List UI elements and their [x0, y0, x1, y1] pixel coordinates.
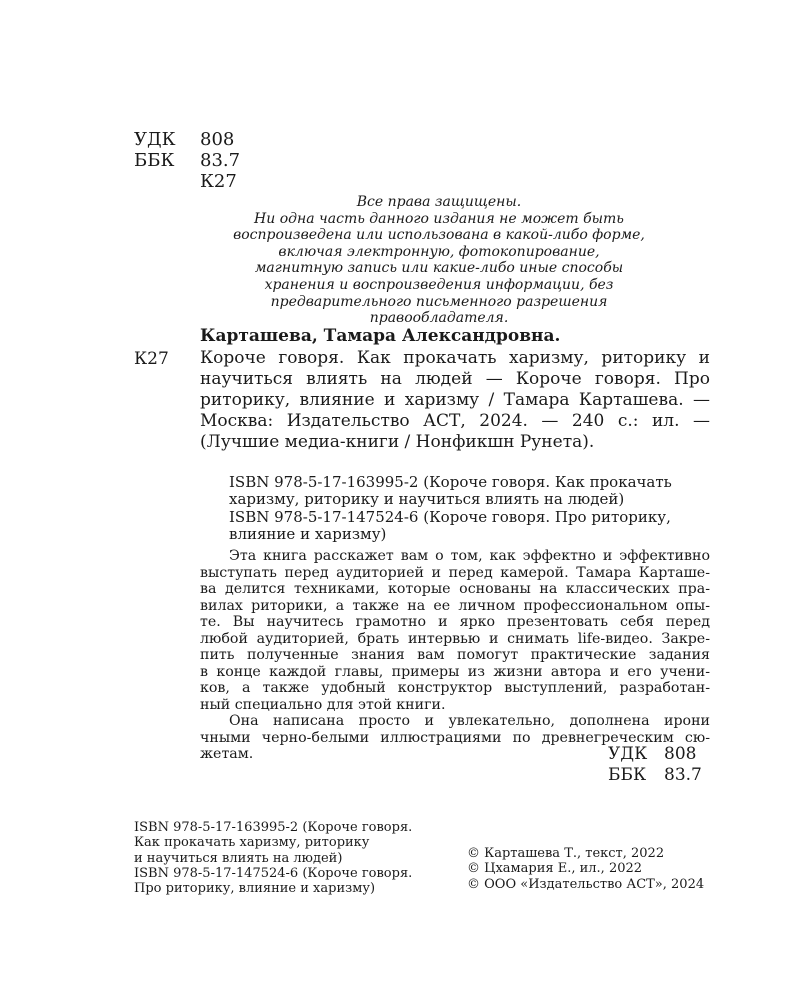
- footer-isbn-line: ISBN 978-5-17-163995-2 (Короче говоря.: [134, 820, 413, 835]
- udk-label: УДК: [134, 129, 176, 150]
- isbn-line: ISBN 978-5-17-147524-6 (Короче говоря. Про риторику,: [229, 507, 671, 526]
- catalog-author: Карташева, Тамара Александровна.: [200, 326, 561, 346]
- author-mark-row: [134, 171, 240, 192]
- footer-isbn-line: и научиться влиять на людей): [134, 850, 343, 866]
- footer-isbn-line: Как прокачать харизму, риторику: [134, 835, 370, 851]
- footer-copyright: [467, 846, 737, 892]
- annotation-line: чными черно-белыми иллюстрациями по древнегреческим сю-: [200, 729, 710, 746]
- bbk-label-bottom: ББК: [608, 765, 647, 785]
- copyright-line: © Цхамария Е., ил., 2022: [467, 861, 643, 877]
- annotation-line: ков, а также удобный конструктор выступлений, разработан-: [200, 680, 710, 696]
- isbn-line: влияние и харизму): [229, 524, 387, 543]
- bbk-value-bottom: 83.7: [664, 765, 702, 785]
- footer-isbn-line: ISBN 978-5-17-147524-6 (Короче говоря.: [134, 865, 413, 881]
- rights-line: Все права защищены.: [356, 194, 522, 210]
- copyright-line: © ООО «Издательство АСТ», 2024: [467, 876, 705, 892]
- annotation-line: те. Вы научитесь грамотно и ярко презентовать себя перед: [200, 614, 710, 630]
- annotation-line: выступать перед аудиторией и перед камерой. Тамара Карташе-: [200, 564, 710, 581]
- rights-line: включая электронную, фотокопирование,: [278, 243, 600, 260]
- rights-line: предварительного письменного разрешения: [270, 293, 608, 310]
- annotation-line: в конце каждой главы, примеры из жизни автора и его учени-: [200, 663, 710, 680]
- bbk-row-bottom: [608, 765, 702, 786]
- annotation-line: жетам.: [200, 746, 254, 762]
- udk-label-bottom: УДК: [608, 744, 648, 764]
- udk-row-bottom: [608, 744, 702, 765]
- udk-row: [134, 129, 240, 150]
- bbk-value: 83.7: [200, 150, 241, 171]
- catalog-mark: К27: [134, 349, 169, 369]
- catalog-description: Короче говоря. Как прокачать харизму, риторику и научиться влиять на людей — Короче говоря. Про риторику, влияние и харизму / Тамара Карташева. — Москва: Издательство АСТ, 2024. — 240 с.: ил. — (Лучшие медиа-книги / Нонфикшн Рунета).: [200, 348, 710, 452]
- rights-line: воспроизведена или использована в какой-либо форме,: [233, 227, 645, 244]
- annotation-line: Она написана просто и увлекательно, дополнена ирони: [229, 713, 710, 729]
- catalog-isbn-block: [229, 474, 709, 543]
- annotation-line: вилах риторики, а также на ее личном профессиональном опы-: [200, 597, 710, 614]
- annotation: [200, 548, 710, 763]
- footer-isbn-line: Про риторику, влияние и харизму): [134, 881, 376, 897]
- udk-value: 808: [200, 129, 235, 150]
- annotation-line: Эта книга расскажет вам о том, как эффектно и эффективно: [229, 548, 710, 564]
- rights-line: Ни одна часть данного издания не может быть: [254, 210, 624, 227]
- annotation-line: ва делится техниками, которые основаны на классических пра-: [200, 581, 710, 597]
- annotation-line: ный специально для этой книги.: [200, 696, 446, 713]
- udk-value-bottom: 808: [664, 744, 697, 764]
- rights-notice: [200, 194, 678, 327]
- classification-codes: [134, 129, 240, 192]
- isbn-line: харизму, риторику и научиться влиять на людей): [229, 490, 625, 509]
- copyright-line: © Карташева Т., текст, 2022: [467, 846, 665, 861]
- author-mark: К27: [200, 171, 237, 192]
- rights-line: правообладателя.: [369, 310, 509, 327]
- bbk-row: [134, 150, 240, 171]
- footer-isbn: [134, 820, 454, 896]
- annotation-line: пить полученные знания вам помогут практические задания: [200, 647, 710, 663]
- annotation-line: любой аудиторией, брать интервью и снимать life-видео. Закре-: [200, 630, 710, 647]
- isbn-line: ISBN 978-5-17-163995-2 (Короче говоря. Как прокачать: [229, 473, 672, 491]
- classification-bottom: [608, 744, 702, 786]
- bbk-label: ББК: [134, 150, 175, 171]
- rights-line: хранения и воспроизведения информации, без: [264, 276, 614, 293]
- rights-line: магнитную запись или какие-либо иные способы: [254, 260, 624, 277]
